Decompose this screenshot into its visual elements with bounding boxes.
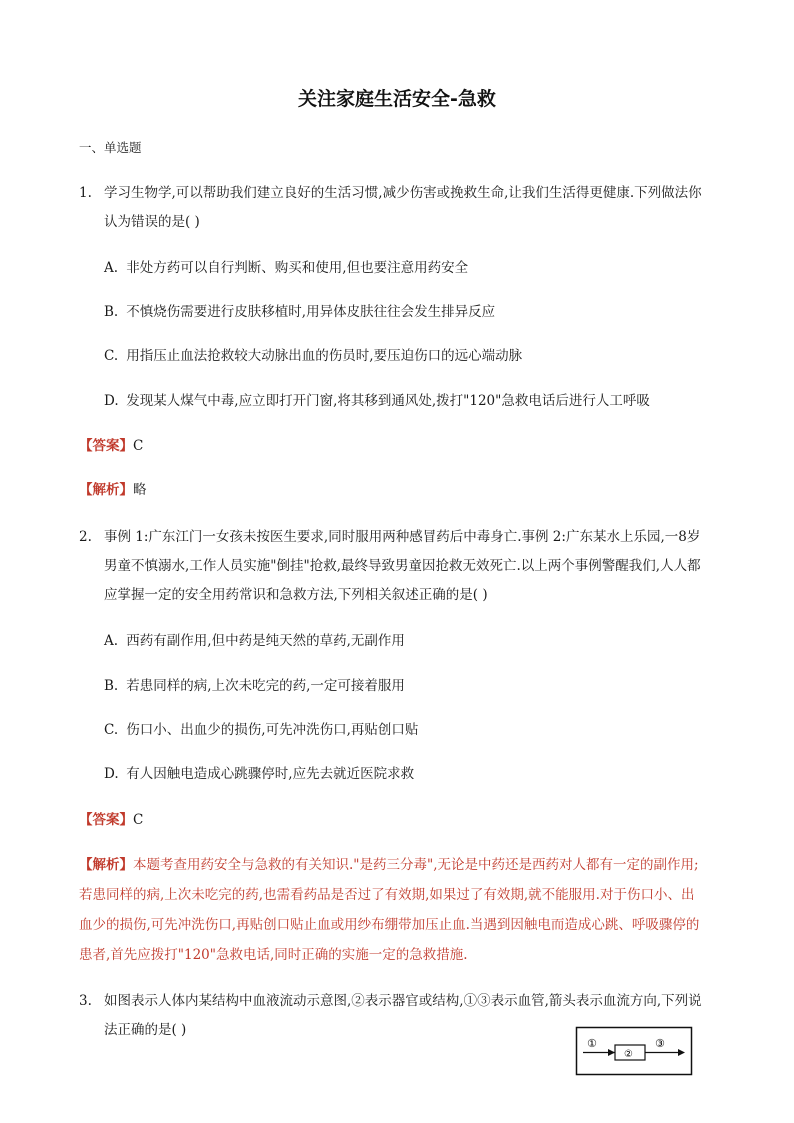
q2-number: 2. xyxy=(79,529,92,545)
q2-answer-value: C xyxy=(133,812,144,828)
q2-analysis-tag: 【解析】 xyxy=(79,857,133,873)
diagram-label-2: ② xyxy=(624,1049,633,1060)
q2-analysis-line-1 xyxy=(79,856,699,874)
q1-answer xyxy=(79,437,143,455)
q1-stem-line-2: 认为错误的是( ) xyxy=(104,214,200,230)
q1-answer-value: C xyxy=(133,438,144,454)
q2-stem-line-3: 应掌握一定的安全用药常识和急救方法,下列相关叙述正确的是( ) xyxy=(104,587,488,603)
q1-option-c xyxy=(104,347,522,365)
q3-number: 3. xyxy=(79,993,92,1009)
diagram-label-1: ① xyxy=(587,1037,597,1050)
q2-option-b-letter: B. xyxy=(104,678,119,694)
q1-option-a xyxy=(104,259,468,277)
q1-option-d-letter: D. xyxy=(104,393,119,409)
q2-option-c xyxy=(104,721,418,739)
q2-option-c-letter: C. xyxy=(104,722,119,738)
q1-analysis-text: 略 xyxy=(133,482,147,498)
q1-number: 1. xyxy=(79,185,92,201)
diagram-arrow-in-icon xyxy=(608,1049,615,1056)
q2-analysis-line-2: 若患同样的病,上次未吃完的药,也需看药品是否过了有效期,如果过了有效期,就不能服用.对于伤口小、出 xyxy=(79,887,695,903)
page-title: 关注家庭生活安全-急救 xyxy=(298,88,496,110)
q1-option-b-text: 不慎烧伤需要进行皮肤移植时,用异体皮肤往往会发生排异反应 xyxy=(126,304,496,320)
diagram-arrow-out-icon xyxy=(678,1049,685,1056)
q2-analysis-text-1: 本题考查用药安全与急救的有关知识."是药三分毒",无论是中药还是西药对人都有一定的副作用; xyxy=(133,857,699,873)
q1-option-c-letter: C. xyxy=(104,348,119,364)
q1-option-a-text: 非处方药可以自行判断、购买和使用,但也要注意用药安全 xyxy=(126,260,469,276)
q2-answer-tag: 【答案】 xyxy=(79,812,133,828)
q1-option-b xyxy=(104,303,495,321)
q2-stem-line-2: 男童不慎溺水,工作人员实施"倒挂"抢救,最终导致男童因抢救无效死亡.以上两个事例警醒我们,人人都 xyxy=(104,558,701,574)
q1-option-b-letter: B. xyxy=(104,304,119,320)
q3-stem-line-1: 如图表示人体内某结构中血液流动示意图,②表示器官或结构,①③表示血管,箭头表示血流方向,下列说 xyxy=(104,993,702,1009)
diagram-label-3: ③ xyxy=(655,1037,665,1050)
q1-stem-line-1: 学习生物学,可以帮助我们建立良好的生活习惯,减少伤害或挽救生命,让我们生活得更健康.下列做法你 xyxy=(104,185,702,201)
q1-answer-tag: 【答案】 xyxy=(79,438,133,454)
q1-analysis xyxy=(79,481,147,499)
q2-analysis-line-4: 患者,首先应拨打"120"急救电话,同时正确的实施一定的急救措施. xyxy=(79,947,468,963)
q2-analysis-line-3: 血少的损伤,可先冲洗伤口,再贴创口贴止血或用纱布绷带加压止血.当遇到因触电而造成心跳、呼吸骤停的 xyxy=(79,917,700,933)
section-heading: 一、单选题 xyxy=(79,140,142,155)
q2-option-a xyxy=(104,632,405,650)
diagram-outer-frame xyxy=(577,1028,692,1075)
q1-option-c-text: 用指压止血法抢救较大动脉出血的伤员时,要压迫伤口的远心端动脉 xyxy=(126,348,523,364)
q2-option-d xyxy=(104,765,414,783)
q2-option-b xyxy=(104,677,405,695)
q2-option-a-text: 西药有副作用,但中药是纯天然的草药,无副作用 xyxy=(126,633,405,649)
q1-option-a-letter: A. xyxy=(104,260,119,276)
q2-option-d-letter: D. xyxy=(104,766,119,782)
q2-option-c-text: 伤口小、出血少的损伤,可先冲洗伤口,再贴创口贴 xyxy=(126,722,419,738)
q1-option-d xyxy=(104,392,650,410)
q2-stem-line-1: 事例 1:广东江门一女孩未按医生要求,同时服用两种感冒药后中毒身亡.事例 2:广东某水上乐园,一8岁 xyxy=(104,529,701,545)
q2-answer xyxy=(79,811,143,829)
q3-stem-line-2: 法正确的是( ) xyxy=(104,1022,187,1038)
q1-option-d-text: 发现某人煤气中毒,应立即打开门窗,将其移到通风处,拨打"120"急救电话后进行人工呼吸 xyxy=(126,393,650,409)
q2-option-b-text: 若患同样的病,上次未吃完的药,一定可接着服用 xyxy=(126,678,405,694)
q2-option-a-letter: A. xyxy=(104,633,119,649)
q2-option-d-text: 有人因触电造成心跳骤停时,应先去就近医院求救 xyxy=(126,766,415,782)
blood-flow-diagram xyxy=(575,1026,693,1076)
q1-analysis-tag: 【解析】 xyxy=(79,482,133,498)
